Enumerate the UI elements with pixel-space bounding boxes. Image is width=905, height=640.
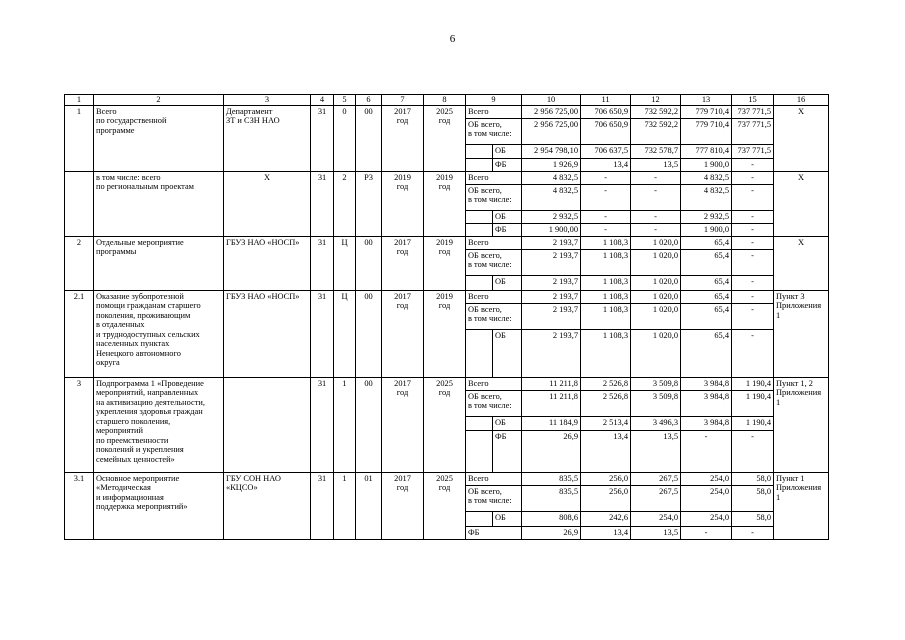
reference-note: Пункт 1, 2 Приложения 1	[774, 377, 829, 472]
amount-cell: 65,4	[681, 290, 732, 303]
amount-cell: 3 984,8	[681, 390, 732, 416]
column-header: 2	[94, 95, 224, 106]
amount-cell: 3 984,8	[681, 416, 732, 430]
table-row	[65, 236, 829, 249]
funding-source: ОБ всего, в том числе:	[466, 303, 522, 329]
executor: Х	[224, 171, 311, 236]
code-col4: 31	[311, 290, 334, 377]
code-col4: 31	[311, 236, 334, 290]
amount-cell: 65,4	[681, 249, 732, 275]
amount-cell: 26,9	[522, 430, 581, 472]
funding-source-sub: ОБ	[493, 416, 522, 430]
executor: Департамент ЗТ и СЗН НАО	[224, 105, 311, 171]
column-number-header-row	[65, 95, 829, 106]
end-year: 2025 год	[424, 377, 466, 472]
amount-cell: 835,5	[522, 472, 581, 485]
executor: ГБУ СОН НАО «КЦСО»	[224, 472, 311, 539]
reference-note: Х	[774, 105, 829, 171]
source-spacer	[466, 275, 493, 290]
funding-source-sub: ОБ	[493, 275, 522, 290]
amount-cell: 1 190,4	[732, 416, 774, 430]
amount-cell: 256,0	[581, 485, 631, 511]
funding-source: Всего	[466, 377, 522, 390]
code-col6: 00	[356, 236, 382, 290]
amount-cell: 65,4	[681, 303, 732, 329]
funding-source: Всего	[466, 105, 522, 118]
column-header: 7	[382, 95, 424, 106]
row-number: 3	[65, 377, 94, 472]
amount-cell: -	[732, 275, 774, 290]
column-header: 3	[224, 95, 311, 106]
amount-cell: 706 637,5	[581, 144, 631, 158]
column-header: 6	[356, 95, 382, 106]
row-number: 1	[65, 105, 94, 171]
reference-note: Пункт 1 Приложения 1	[774, 472, 829, 539]
amount-cell: 2 193,7	[522, 236, 581, 249]
program-name: Оказание зубопротезной помощи гражданам старшего поколения, проживающим в отдаленных и труднодоступных сельских населенных пунктах Ненецкого автономного округа	[94, 290, 224, 377]
amount-cell: 3 509,8	[631, 377, 681, 390]
amount-cell: 13,4	[581, 526, 631, 539]
source-spacer	[466, 511, 493, 526]
executor: ГБУЗ НАО «НОСП»	[224, 290, 311, 377]
start-year: 2017 год	[382, 236, 424, 290]
program-name: Основное мероприятие «Методическая и информационная поддержка мероприятий»	[94, 472, 224, 539]
amount-cell: 737 771,5	[732, 105, 774, 118]
amount-cell: 58,0	[732, 485, 774, 511]
amount-cell: 242,6	[581, 511, 631, 526]
amount-cell: -	[631, 184, 681, 210]
amount-cell: 1 190,4	[732, 377, 774, 390]
amount-cell: 13,4	[581, 158, 631, 171]
amount-cell: 2 932,5	[681, 210, 732, 223]
amount-cell: -	[581, 223, 631, 236]
source-spacer	[466, 416, 493, 430]
end-year: 2025 год	[424, 105, 466, 171]
code-col5: 1	[334, 472, 356, 539]
column-header: 4	[311, 95, 334, 106]
start-year: 2019 год	[382, 171, 424, 236]
amount-cell: 254,0	[631, 511, 681, 526]
row-number	[65, 171, 94, 236]
amount-cell: -	[732, 223, 774, 236]
amount-cell: 58,0	[732, 511, 774, 526]
source-spacer	[466, 223, 493, 236]
start-year: 2017 год	[382, 472, 424, 539]
amount-cell: -	[732, 249, 774, 275]
code-col4: 31	[311, 472, 334, 539]
amount-cell: 3 496,3	[631, 416, 681, 430]
amount-cell: 808,6	[522, 511, 581, 526]
funding-source: ФБ	[466, 526, 522, 539]
amount-cell: -	[631, 171, 681, 184]
amount-cell: 2 193,7	[522, 329, 581, 377]
funding-source-sub: ФБ	[493, 430, 522, 472]
row-number: 2	[65, 236, 94, 290]
column-header: 11	[581, 95, 631, 106]
code-col5: 2	[334, 171, 356, 236]
source-spacer	[466, 144, 493, 158]
amount-cell: 737 771,5	[732, 144, 774, 158]
program-funding-table	[64, 94, 829, 540]
column-header: 15	[732, 95, 774, 106]
amount-cell: 1 020,0	[631, 303, 681, 329]
amount-cell: 13,4	[581, 430, 631, 472]
funding-source: ОБ всего, в том числе:	[466, 184, 522, 210]
source-spacer	[466, 210, 493, 223]
amount-cell: -	[732, 290, 774, 303]
amount-cell: 4 832,5	[522, 184, 581, 210]
amount-cell: -	[732, 210, 774, 223]
amount-cell: 737 771,5	[732, 118, 774, 144]
code-col4: 31	[311, 105, 334, 171]
funding-source-sub: ОБ	[493, 511, 522, 526]
amount-cell: 1 020,0	[631, 249, 681, 275]
row-number: 2.1	[65, 290, 94, 377]
amount-cell: 706 650,9	[581, 118, 631, 144]
source-spacer	[466, 430, 493, 472]
amount-cell: -	[732, 158, 774, 171]
page-number: 6	[449, 33, 456, 45]
start-year: 2017 год	[382, 377, 424, 472]
end-year: 2025 год	[424, 472, 466, 539]
funding-source: Всего	[466, 236, 522, 249]
amount-cell: 1 900,0	[681, 223, 732, 236]
code-col6: Р3	[356, 171, 382, 236]
amount-cell: 2 526,8	[581, 390, 631, 416]
amount-cell: -	[581, 210, 631, 223]
table-row	[65, 290, 829, 303]
amount-cell: 254,0	[681, 511, 732, 526]
amount-cell: 1 108,3	[581, 303, 631, 329]
executor: ГБУЗ НАО «НОСП»	[224, 236, 311, 290]
amount-cell: 13,5	[631, 430, 681, 472]
amount-cell: 777 810,4	[681, 144, 732, 158]
amount-cell: -	[732, 526, 774, 539]
column-header: 9	[466, 95, 522, 106]
amount-cell: 2 526,8	[581, 377, 631, 390]
amount-cell: -	[581, 184, 631, 210]
amount-cell: 779 710,4	[681, 105, 732, 118]
amount-cell: 1 900,00	[522, 223, 581, 236]
funding-source-sub: ФБ	[493, 223, 522, 236]
amount-cell: -	[681, 430, 732, 472]
amount-cell: -	[681, 526, 732, 539]
amount-cell: 2 193,7	[522, 290, 581, 303]
amount-cell: 13,5	[631, 526, 681, 539]
amount-cell: 267,5	[631, 485, 681, 511]
program-name: Подпрограмма 1 «Проведение мероприятий, направленных на активизацию деятельности, укрепления здоровья граждан старшего поколения, мероприятий по преемственности поколений и укрепления семейных ценностей»	[94, 377, 224, 472]
amount-cell: 13,5	[631, 158, 681, 171]
funding-source-sub: ФБ	[493, 158, 522, 171]
amount-cell: -	[631, 223, 681, 236]
code-col6: 01	[356, 472, 382, 539]
amount-cell: 2 932,5	[522, 210, 581, 223]
table-row	[65, 472, 829, 485]
amount-cell: -	[732, 184, 774, 210]
code-col5: 1	[334, 377, 356, 472]
end-year: 2019 год	[424, 290, 466, 377]
amount-cell: 267,5	[631, 472, 681, 485]
amount-cell: 1 108,3	[581, 236, 631, 249]
funding-source-sub: ОБ	[493, 144, 522, 158]
funding-source: Всего	[466, 472, 522, 485]
column-header: 13	[681, 95, 732, 106]
amount-cell: 4 832,5	[681, 184, 732, 210]
start-year: 2017 год	[382, 105, 424, 171]
amount-cell: 65,4	[681, 236, 732, 249]
funding-source: ОБ всего, в том числе:	[466, 249, 522, 275]
amount-cell: 3 984,8	[681, 377, 732, 390]
column-header: 1	[65, 95, 94, 106]
code-col6: 00	[356, 377, 382, 472]
program-name: в том числе: всего по региональным проектам	[94, 171, 224, 236]
table-row	[65, 171, 829, 184]
program-name: Отдельные мероприятие программы	[94, 236, 224, 290]
amount-cell: 2 954 798,10	[522, 144, 581, 158]
amount-cell: 3 509,8	[631, 390, 681, 416]
column-header: 8	[424, 95, 466, 106]
funding-source-sub: ОБ	[493, 329, 522, 377]
column-header: 16	[774, 95, 829, 106]
amount-cell: 58,0	[732, 472, 774, 485]
amount-cell: 256,0	[581, 472, 631, 485]
amount-cell: 1 900,0	[681, 158, 732, 171]
source-spacer	[466, 329, 493, 377]
amount-cell: -	[732, 171, 774, 184]
table-row	[65, 377, 829, 390]
reference-note: Х	[774, 171, 829, 236]
amount-cell: 1 020,0	[631, 275, 681, 290]
amount-cell: 1 190,4	[732, 390, 774, 416]
amount-cell: 1 020,0	[631, 329, 681, 377]
row-number: 3.1	[65, 472, 94, 539]
code-col6: 00	[356, 290, 382, 377]
funding-source: ОБ всего, в том числе:	[466, 118, 522, 144]
amount-cell: 65,4	[681, 329, 732, 377]
reference-note: Х	[774, 236, 829, 290]
amount-cell: 2 956 725,00	[522, 105, 581, 118]
amount-cell: 732 592,2	[631, 105, 681, 118]
amount-cell: 26,9	[522, 526, 581, 539]
funding-source: ОБ всего, в том числе:	[466, 485, 522, 511]
amount-cell: 1 108,3	[581, 290, 631, 303]
amount-cell: 65,4	[681, 275, 732, 290]
source-spacer	[466, 158, 493, 171]
amount-cell: -	[581, 171, 631, 184]
amount-cell: -	[732, 236, 774, 249]
executor	[224, 377, 311, 472]
code-col5: Ц	[334, 290, 356, 377]
amount-cell: 779 710,4	[681, 118, 732, 144]
amount-cell: 2 513,4	[581, 416, 631, 430]
code-col5: Ц	[334, 236, 356, 290]
amount-cell: 11 211,8	[522, 390, 581, 416]
funding-source: Всего	[466, 290, 522, 303]
amount-cell: 4 832,5	[681, 171, 732, 184]
amount-cell: 835,5	[522, 485, 581, 511]
amount-cell: 732 592,2	[631, 118, 681, 144]
end-year: 2019 год	[424, 171, 466, 236]
amount-cell: 4 832,5	[522, 171, 581, 184]
amount-cell: -	[732, 303, 774, 329]
amount-cell: 1 108,3	[581, 249, 631, 275]
amount-cell: 11 211,8	[522, 377, 581, 390]
funding-source: ОБ всего, в том числе:	[466, 390, 522, 416]
code-col5: 0	[334, 105, 356, 171]
funding-source-sub: ОБ	[493, 210, 522, 223]
amount-cell: 2 193,7	[522, 249, 581, 275]
amount-cell: 11 184,9	[522, 416, 581, 430]
column-header: 5	[334, 95, 356, 106]
column-header: 12	[631, 95, 681, 106]
reference-note: Пункт 3 Приложения 1	[774, 290, 829, 377]
table-row	[65, 105, 829, 118]
amount-cell: 2 193,7	[522, 275, 581, 290]
amount-cell: 2 956 725,00	[522, 118, 581, 144]
code-col4: 31	[311, 171, 334, 236]
amount-cell: -	[631, 210, 681, 223]
code-col4: 31	[311, 377, 334, 472]
amount-cell: 1 108,3	[581, 329, 631, 377]
amount-cell: 706 650,9	[581, 105, 631, 118]
amount-cell: -	[732, 329, 774, 377]
start-year: 2017 год	[382, 290, 424, 377]
column-header: 10	[522, 95, 581, 106]
amount-cell: -	[732, 430, 774, 472]
amount-cell: 254,0	[681, 472, 732, 485]
amount-cell: 1 108,3	[581, 275, 631, 290]
amount-cell: 1 020,0	[631, 290, 681, 303]
code-col6: 00	[356, 105, 382, 171]
program-name: Всего по государственной программе	[94, 105, 224, 171]
amount-cell: 254,0	[681, 485, 732, 511]
amount-cell: 1 020,0	[631, 236, 681, 249]
amount-cell: 2 193,7	[522, 303, 581, 329]
amount-cell: 732 578,7	[631, 144, 681, 158]
funding-source: Всего	[466, 171, 522, 184]
end-year: 2019 год	[424, 236, 466, 290]
amount-cell: 1 926,9	[522, 158, 581, 171]
